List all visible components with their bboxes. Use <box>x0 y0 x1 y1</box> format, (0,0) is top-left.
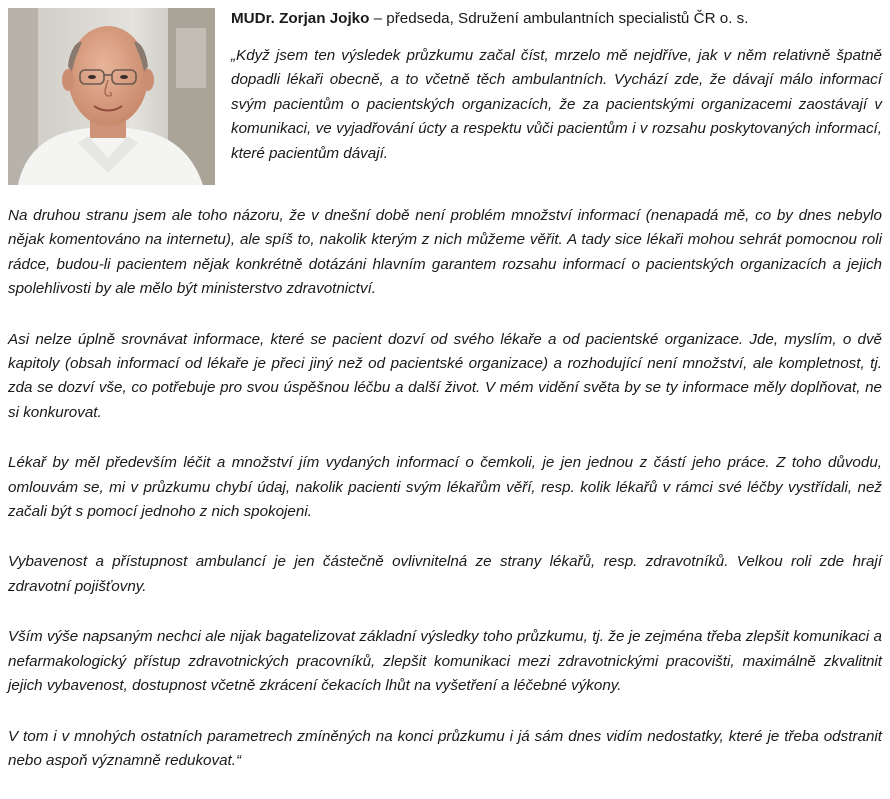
portrait-photo <box>8 8 215 185</box>
article-body <box>8 204 882 799</box>
speaker-role: – předseda, Sdružení ambulantních specialistů ČR o. s. <box>369 10 749 27</box>
speaker-name: MUDr. Zorjan Jojko <box>231 10 370 27</box>
paragraph: Asi nelze úplně srovnávat informace, které se pacient dozví od svého lékaře a od pacientské organizace. Jde, myslím, o dvě kapitoly (obsah informací od lékaře je přeci jiný než od pacientské organizace) a rozhodující není množství, ale kompletnost, tj. zda se dozví vše, co potřebuje pro svou úspěšnou léčbu a další život. V mém vidění světa by se ty informace měly doplňovat, ne si konkurovat. <box>8 330 882 421</box>
paragraph: Vším výše napsaným nechci ale nijak bagatelizovat základní výsledky toho průzkumu, tj. že je zejména třeba zlepšit komunikaci a nefarmakologický přístup zdravotnických pracovníků, zlepšit komunikaci mezi zdravotnickými pracovišti, maximálně zkvalitnit jejich vybavenost, dostupnost včetně zkrácení čekacích lhůt na vyšetření a léčebné výkony. <box>8 628 882 695</box>
speaker-header <box>231 8 882 30</box>
paragraph: V tom i v mnohých ostatních parametrech zmíněných na konci průzkumu i já sám dnes vidím nedostatky, které je třeba odstranit nebo aspoň významně redukovat.“ <box>8 727 882 769</box>
paragraph: Vybavenost a přístupnost ambulancí je jen částečně ovlivnitelná ze strany lékařů, resp. zdravotníků. Velkou roli zde hrají zdravotní pojišťovny. <box>8 553 882 595</box>
paragraph: Lékař by měl především léčit a množství jím vydaných informací o čemkoli, je jen jednou z částí jeho práce. Z toho důvodu, omlouvám se, mi v průzkumu chybí údaj, nakolik pacienti svým lékařům věří, resp. kolik lékařů v rámci své léčby vystřídali, než začali být s pomocí jednoho z nich spokojeni. <box>8 454 882 521</box>
paragraph: Na druhou stranu jsem ale toho názoru, že v dnešní době není problém množství informací (nenapadá mě, co by dnes nebylo nějak komentováno na internetu), ale spíš to, nakolik kterým z nich můžeme věřit. A tady sice lékaři mohou sehrát pomocnou roli rádce, budou-li pacientem nějak konkrétně dotázáni hlavním garantem rozsahu informací o pacientských organizacích a jejich spolehlivosti by ale mělo být ministerstvo zdravotnictví. <box>8 207 882 298</box>
intro-paragraph: „Když jsem ten výsledek průzkumu začal číst, mrzelo mě nejdříve, jak v něm relativně špatně dopadli lékaři obecně, a to včetně těch ambulantních. Vychází zde, že dávají málo informací svým pacientům o pacientských organizacích, že za pacientskými organizacemi zaostávají v komunikaci, ve vyjadřování úcty a respektu vůči pacientům i v rozsahu poskytovaných informací, které pacientům dávají. <box>231 47 882 162</box>
